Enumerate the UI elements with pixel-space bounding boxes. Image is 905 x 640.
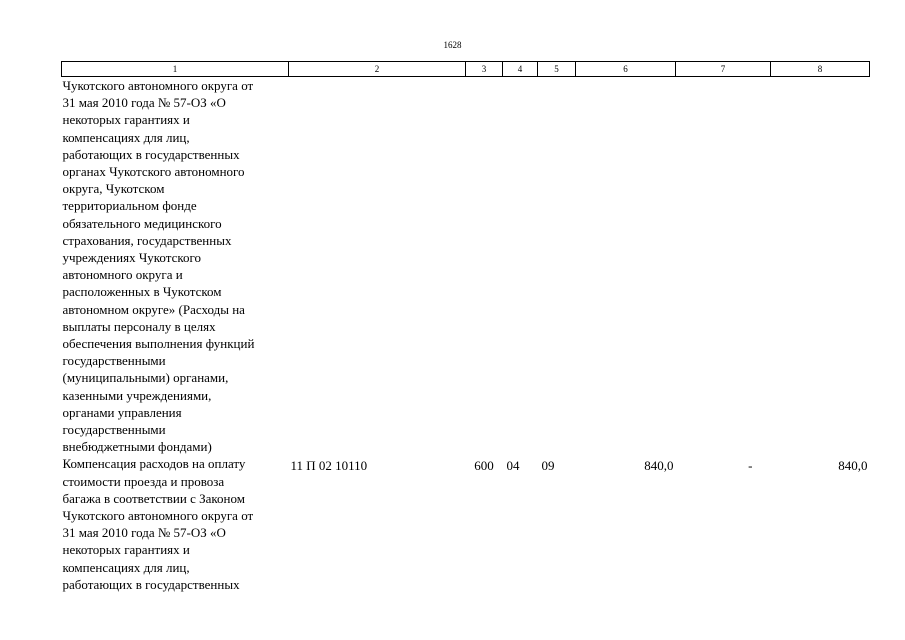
column-header-6: 6: [576, 62, 676, 77]
row-col8: 840,0: [838, 458, 868, 474]
row-col7: [676, 77, 771, 456]
table-row: [62, 77, 870, 456]
column-header-5: 5: [538, 62, 576, 77]
row-col6: [576, 77, 676, 456]
row-col4: [503, 77, 538, 456]
table-header-row: [62, 62, 870, 77]
table-row: [62, 455, 870, 593]
row-col3: [466, 77, 503, 456]
budget-table: [61, 61, 870, 593]
row-col6: 840,0: [644, 458, 674, 474]
row-code: [289, 77, 466, 456]
row-col5: 09: [541, 458, 555, 474]
row-code: 11 П 02 10110: [290, 458, 368, 474]
column-header-3: 3: [466, 62, 503, 77]
column-header-7: 7: [676, 62, 771, 77]
row-name: Компенсация расходов на оплату стоимости проезда и провоза багажа в соответствии с Законом Чукотского автономного округа от 31 мая 2010 года № 57-ОЗ «О некоторых гарантиях и компенсациях для лиц, работающих в государственных: [62, 456, 254, 592]
column-header-4: 4: [503, 62, 538, 77]
row-name: Чукотского автономного округа от 31 мая 2010 года № 57-ОЗ «О некоторых гарантиях и компенсациях для лиц, работающих в государственных органах Чукотского автономного округа, Чукотском территориальном фонде обязательного медицинского страхования, государственных учреждениях Чукотского автономного округа и расположенных в Чукотском автономном округе» (Расходы на выплаты персоналу в целях обеспечения выполнения функций государственными (муниципальными) органами, казенными учреждениями, органами управления государственными внебюджетными фондами): [62, 78, 255, 455]
page-number: 1628: [443, 40, 462, 50]
row-col8: [771, 77, 870, 456]
row-col3: 600: [474, 458, 494, 474]
column-header-2: 2: [289, 62, 466, 77]
column-header-1: 1: [62, 62, 289, 77]
row-col4: 04: [506, 458, 520, 474]
row-col5: [538, 77, 576, 456]
row-col7: -: [748, 458, 753, 474]
column-header-8: 8: [771, 62, 870, 77]
